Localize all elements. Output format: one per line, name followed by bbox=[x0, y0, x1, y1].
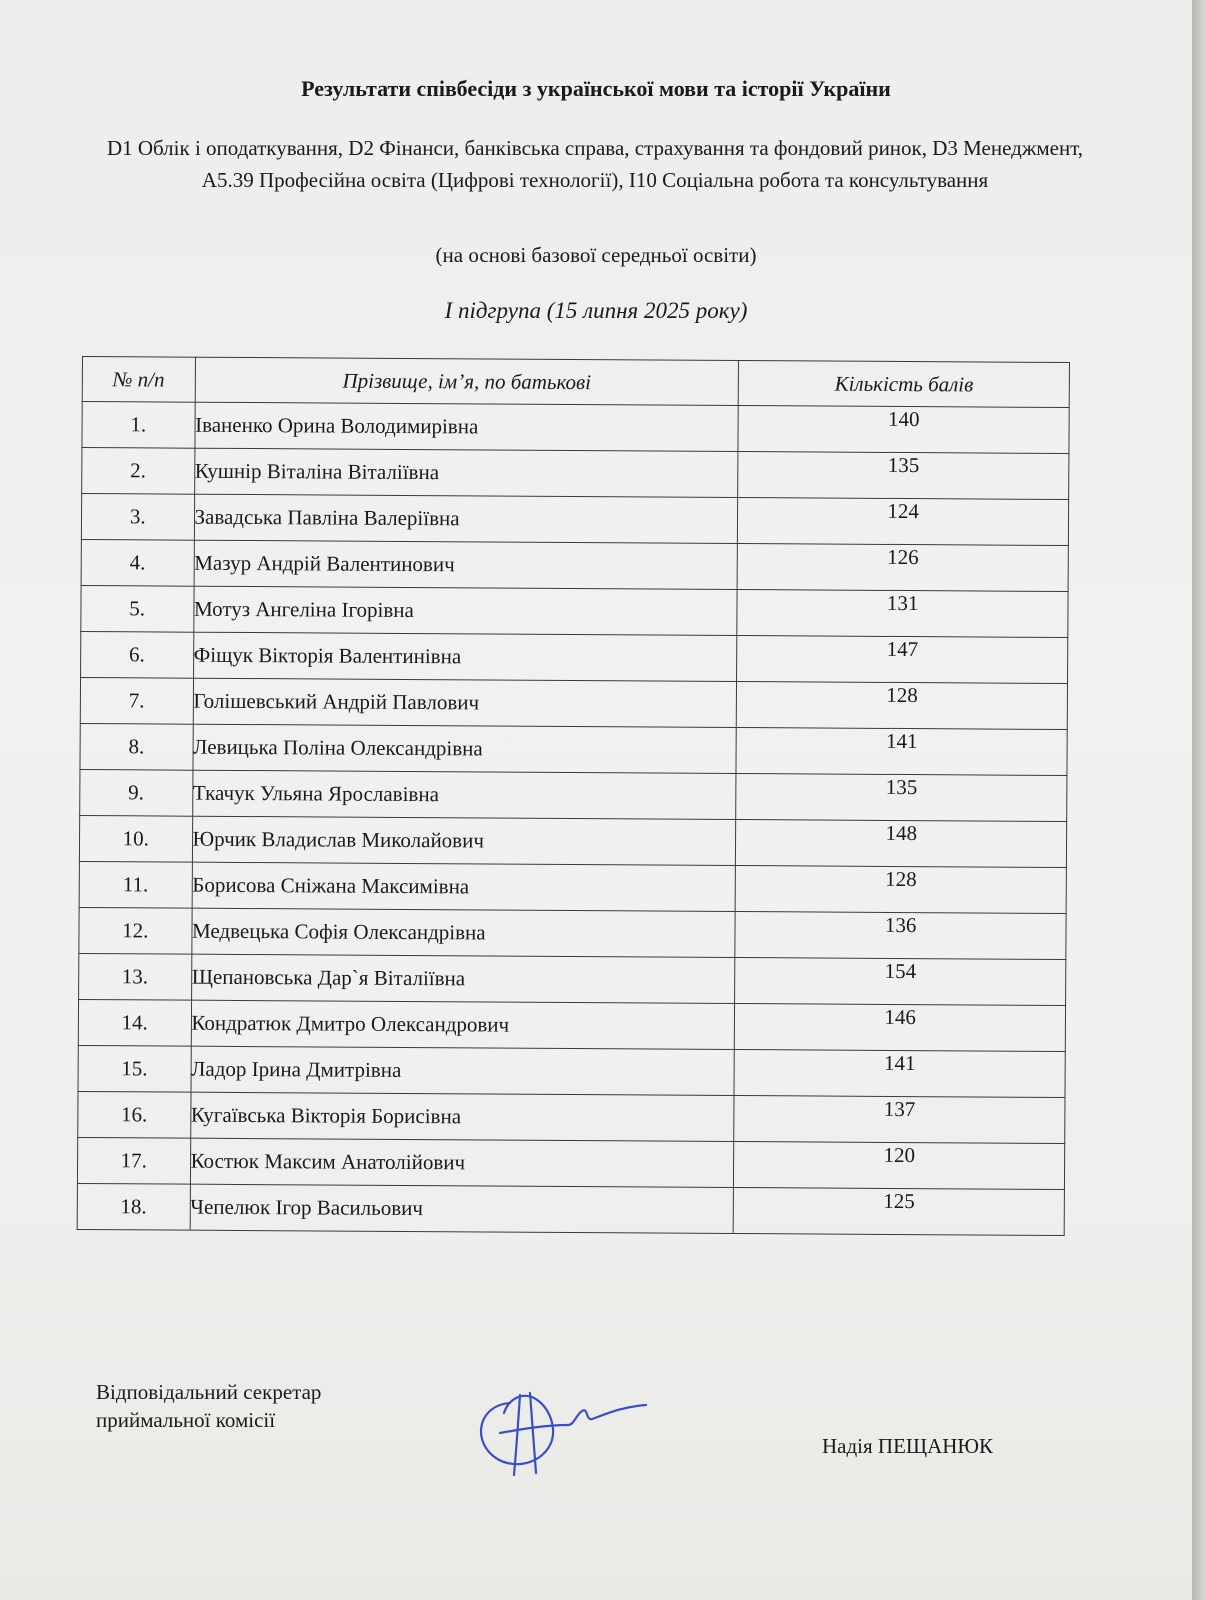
row-number: 12. bbox=[79, 907, 192, 954]
student-name: Костюк Максим Анатолійович bbox=[190, 1138, 734, 1187]
signer-position-line2: приймальної комісії bbox=[96, 1408, 276, 1432]
row-number: 1. bbox=[82, 402, 195, 449]
student-name: Кушнір Віталіна Віталіївна bbox=[194, 448, 738, 497]
student-name: Кондратюк Дмитро Олександрович bbox=[191, 1000, 735, 1049]
table-row bbox=[77, 1183, 1064, 1235]
student-score: 126 bbox=[737, 544, 1068, 592]
row-number: 2. bbox=[82, 448, 195, 495]
student-score: 135 bbox=[738, 452, 1069, 500]
table-row bbox=[80, 769, 1067, 821]
table-row bbox=[78, 1091, 1065, 1143]
table-row bbox=[78, 999, 1065, 1051]
table-row bbox=[79, 815, 1066, 867]
row-number: 16. bbox=[78, 1091, 191, 1138]
student-score: 141 bbox=[734, 1049, 1065, 1097]
table-row bbox=[81, 539, 1068, 591]
student-name: Медвецька Софія Олександрівна bbox=[191, 908, 735, 957]
student-name: Ладор Ірина Дмитрівна bbox=[191, 1046, 735, 1095]
student-score: 141 bbox=[736, 728, 1067, 776]
student-score: 148 bbox=[736, 820, 1067, 868]
student-score: 146 bbox=[735, 1004, 1066, 1052]
results-table-body bbox=[77, 402, 1069, 1236]
row-number: 6. bbox=[81, 631, 194, 678]
student-name: Чепелюк Ігор Васильович bbox=[190, 1184, 734, 1233]
student-score: 131 bbox=[737, 590, 1068, 638]
row-number: 18. bbox=[77, 1183, 190, 1230]
table-row bbox=[81, 585, 1068, 637]
student-score: 147 bbox=[737, 636, 1068, 684]
student-score: 137 bbox=[734, 1095, 1065, 1143]
row-number: 13. bbox=[79, 953, 192, 1000]
table-row bbox=[81, 494, 1068, 546]
student-name: Ткачук Ульяна Ярославівна bbox=[192, 770, 736, 819]
signer-name: Надія ПЕЩАНЮК bbox=[822, 1434, 994, 1458]
table-row bbox=[82, 402, 1069, 454]
student-score: 136 bbox=[735, 912, 1066, 960]
signer-position-line1: Відповідальний секретар bbox=[96, 1380, 322, 1404]
table-row bbox=[80, 723, 1067, 775]
specialties-text: D1 Облік і оподаткування, D2 Фінанси, банківська справа, страхування та фондовий ринок, D3 Менеджмент, А5.39 Професійна освіта (Цифрові технології), I10 Соціальна робота та консультування bbox=[106, 136, 1084, 192]
table-row bbox=[79, 953, 1066, 1005]
student-score: 128 bbox=[735, 866, 1066, 914]
row-number: 7. bbox=[80, 677, 193, 724]
student-name: Мазур Андрій Валентинович bbox=[194, 540, 738, 589]
header-score: Кількість балів bbox=[739, 361, 1070, 408]
table-header-row bbox=[82, 357, 1069, 408]
table-row bbox=[79, 861, 1066, 913]
student-name: Мотуз Ангеліна Ігорівна bbox=[193, 586, 737, 635]
student-score: 135 bbox=[736, 774, 1067, 822]
student-score: 125 bbox=[733, 1187, 1064, 1235]
header-number: № п/п bbox=[82, 357, 195, 403]
student-name: Щепановська Дар`я Віталіївна bbox=[191, 954, 735, 1003]
row-number: 10. bbox=[79, 815, 192, 862]
student-name: Іваненко Орина Володимирівна bbox=[194, 402, 738, 451]
table-row bbox=[81, 631, 1068, 683]
row-number: 4. bbox=[81, 539, 194, 586]
table-row bbox=[77, 1137, 1064, 1189]
header-name: Прізвище, ім’я, по батькові bbox=[195, 357, 739, 405]
student-score: 128 bbox=[737, 682, 1068, 730]
results-table bbox=[77, 356, 1070, 1236]
row-number: 5. bbox=[81, 585, 194, 632]
student-name: Завадська Павліна Валеріївна bbox=[194, 494, 738, 543]
subgroup-date: І підгрупа (15 липня 2025 року) bbox=[444, 298, 748, 323]
student-name: Левицька Поліна Олександрівна bbox=[193, 724, 737, 773]
row-number: 14. bbox=[78, 999, 191, 1046]
student-score: 140 bbox=[738, 406, 1069, 454]
table-row bbox=[82, 448, 1069, 500]
row-number: 9. bbox=[80, 769, 193, 816]
handwritten-signature bbox=[470, 1375, 670, 1485]
document-title: Результати співбесіди з української мови та історії України bbox=[301, 76, 891, 101]
student-name: Юрчик Владислав Миколайович bbox=[192, 816, 736, 865]
student-name: Кугаївська Вікторія Борисівна bbox=[190, 1092, 734, 1141]
row-number: 11. bbox=[79, 861, 192, 908]
student-name: Фіщук Вікторія Валентинівна bbox=[193, 632, 737, 681]
row-number: 17. bbox=[77, 1137, 190, 1184]
student-name: Борисова Сніжана Максимівна bbox=[192, 862, 736, 911]
row-number: 15. bbox=[78, 1045, 191, 1092]
table-row bbox=[79, 907, 1066, 959]
page-edge bbox=[1192, 0, 1205, 1600]
student-score: 124 bbox=[738, 498, 1069, 546]
row-number: 8. bbox=[80, 723, 193, 770]
table-row bbox=[80, 677, 1067, 729]
row-number: 3. bbox=[81, 494, 194, 541]
student-name: Голішевський Андрій Павлович bbox=[193, 678, 737, 727]
signer-position bbox=[96, 1378, 321, 1434]
table-row bbox=[78, 1045, 1065, 1097]
student-score: 120 bbox=[734, 1141, 1065, 1189]
student-score: 154 bbox=[735, 958, 1066, 1006]
education-basis: (на основі базової середньої освіти) bbox=[435, 243, 757, 267]
